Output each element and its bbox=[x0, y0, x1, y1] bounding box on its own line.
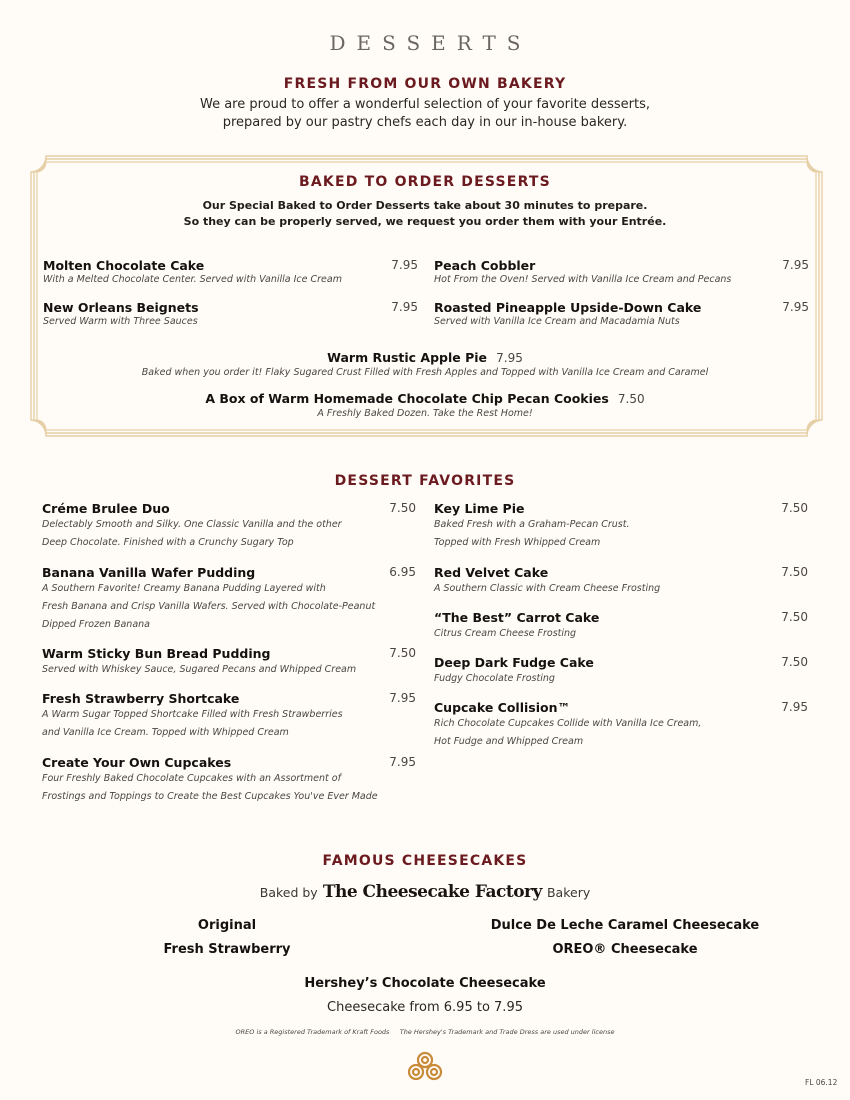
menu-item bbox=[42, 501, 416, 552]
item-name: Warm Rustic Apple Pie bbox=[327, 350, 488, 365]
note-line-1: Our Special Baked to Order Desserts take about 30 minutes to prepare. bbox=[202, 199, 648, 212]
item-description-line: Served with Whiskey Sauce, Sugared Pecans and Whipped Cream bbox=[42, 664, 357, 675]
cheesecake-item: Dulce De Leche Caramel Cheesecake bbox=[490, 918, 760, 933]
item-price: 7.95 bbox=[391, 258, 418, 272]
menu-code: FL 06.12 bbox=[805, 1078, 838, 1087]
item-description-line: A Southern Favorite! Creamy Banana Pudding Layered with bbox=[42, 583, 326, 594]
menu-item bbox=[0, 388, 850, 421]
item-name: A Box of Warm Homemade Chocolate Chip Pecan Cookies bbox=[205, 391, 609, 406]
menu-item bbox=[43, 258, 418, 287]
menu-item bbox=[434, 565, 808, 598]
item-name: Roasted Pineapple Upside-Down Cake bbox=[434, 300, 702, 315]
item-description-line: Baked Fresh with a Graham-Pecan Crust. bbox=[434, 519, 630, 530]
cheesecake-item: Fresh Strawberry bbox=[163, 942, 291, 957]
baked-to-order-notes bbox=[0, 198, 850, 230]
item-price: 7.50 bbox=[781, 610, 808, 624]
item-description-line: Four Freshly Baked Chocolate Cupcakes with an Assortment of bbox=[42, 773, 341, 784]
item-price: 6.95 bbox=[389, 565, 416, 579]
item-description-line: Hot Fudge and Whipped Cream bbox=[434, 736, 584, 747]
intro-line-2: prepared by our pastry chefs each day in our in-house bakery. bbox=[222, 115, 628, 130]
item-description-line: Frostings and Toppings to Create the Best Cupcakes You've Ever Made bbox=[42, 791, 378, 802]
item-name: Create Your Own Cupcakes bbox=[42, 755, 232, 770]
item-description-line: Rich Chocolate Cupcakes Collide with Vanilla Ice Cream, bbox=[434, 718, 702, 729]
item-name: Warm Sticky Bun Bread Pudding bbox=[42, 646, 271, 661]
item-price: 7.95 bbox=[389, 691, 416, 705]
item-price: 7.95 bbox=[782, 258, 809, 272]
menu-item bbox=[434, 610, 808, 643]
menu-item bbox=[42, 755, 416, 806]
item-description-line: Fudgy Chocolate Frosting bbox=[434, 673, 555, 684]
item-name: Banana Vanilla Wafer Pudding bbox=[42, 565, 256, 580]
item-price: 7.50 bbox=[617, 392, 645, 406]
baked-by-line bbox=[0, 882, 850, 902]
favorites-heading: DESSERT FAVORITES bbox=[334, 473, 516, 489]
item-price: 7.50 bbox=[781, 501, 808, 515]
menu-item bbox=[434, 300, 809, 329]
item-description: Served with Vanilla Ice Cream and Macadamia Nuts bbox=[434, 316, 680, 327]
item-price: 7.95 bbox=[391, 300, 418, 314]
cheesecakes-heading: FAMOUS CHEESECAKES bbox=[322, 853, 528, 869]
item-description-line: Delectably Smooth and Silky. One Classic Vanilla and the other bbox=[42, 519, 342, 530]
note-line-2: So they can be properly served, we request you order them with your Entrée. bbox=[183, 215, 667, 228]
item-price: 7.95 bbox=[496, 351, 523, 365]
intro-line-1: We are proud to offer a wonderful selection of your favorite desserts, bbox=[199, 97, 651, 112]
item-description: Baked when you order it! Flaky Sugared Crust Filled with Fresh Apples and Topped with Vanilla Ice Cream and Caramel bbox=[141, 367, 709, 378]
item-description-line: Fresh Banana and Crisp Vanilla Wafers. Served with Chocolate-Peanut bbox=[42, 601, 376, 612]
item-description-line: Deep Chocolate. Finished with a Crunchy Sugary Top bbox=[42, 537, 294, 548]
menu-item bbox=[42, 691, 416, 742]
item-price: 7.50 bbox=[389, 646, 416, 660]
item-description: A Freshly Baked Dozen. Take the Rest Home! bbox=[317, 408, 533, 419]
menu-item bbox=[434, 258, 809, 287]
item-name: Red Velvet Cake bbox=[434, 565, 549, 580]
item-name: “The Best” Carrot Cake bbox=[434, 610, 600, 625]
item-price: 7.95 bbox=[389, 755, 416, 769]
item-description-line: Dipped Frozen Banana bbox=[42, 619, 150, 630]
item-name: Peach Cobbler bbox=[434, 258, 536, 273]
item-name: Fresh Strawberry Shortcake bbox=[42, 691, 240, 706]
menu-item bbox=[0, 347, 850, 380]
item-price: 7.50 bbox=[389, 501, 416, 515]
triple-spiral-logo-icon bbox=[407, 1051, 443, 1081]
menu-item bbox=[43, 300, 418, 329]
cheesecake-price-range: Cheesecake from 6.95 to 7.95 bbox=[327, 1000, 523, 1015]
item-description: Hot From the Oven! Served with Vanilla Ice Cream and Pecans bbox=[434, 274, 732, 285]
item-description-line: and Vanilla Ice Cream. Topped with Whipped Cream bbox=[42, 727, 289, 738]
item-name: Molten Chocolate Cake bbox=[43, 258, 205, 273]
item-name: Deep Dark Fudge Cake bbox=[434, 655, 594, 670]
item-price: 7.95 bbox=[782, 300, 809, 314]
item-price: 7.50 bbox=[781, 565, 808, 579]
cheesecake-factory-logo: The Cheesecake Factory bbox=[322, 882, 542, 902]
item-description-line: Topped with Fresh Whipped Cream bbox=[434, 537, 601, 548]
intro-text bbox=[0, 96, 850, 132]
item-description: With a Melted Chocolate Center. Served with Vanilla Ice Cream bbox=[43, 274, 342, 285]
bakery-subtitle: FRESH FROM OUR OWN BAKERY bbox=[283, 76, 567, 92]
page-title: DESSERTS bbox=[329, 31, 532, 55]
cheesecake-item: Original bbox=[197, 918, 257, 933]
item-name: New Orleans Beignets bbox=[43, 300, 199, 315]
item-name: Key Lime Pie bbox=[434, 501, 525, 516]
cheesecake-item: Hershey’s Chocolate Cheesecake bbox=[304, 976, 546, 991]
item-description-line: A Warm Sugar Topped Shortcake Filled with Fresh Strawberries bbox=[42, 709, 343, 720]
cheesecake-item: OREO® Cheesecake bbox=[552, 942, 698, 957]
item-price: 7.95 bbox=[781, 700, 808, 714]
menu-item bbox=[434, 700, 808, 751]
baked-by-prefix: Baked by bbox=[259, 885, 318, 900]
menu-item bbox=[434, 655, 808, 688]
item-description: Served Warm with Three Sauces bbox=[43, 316, 198, 327]
item-description-line: A Southern Classic with Cream Cheese Frosting bbox=[434, 583, 661, 594]
item-name: Créme Brulee Duo bbox=[42, 501, 170, 516]
item-description-line: Citrus Cream Cheese Frosting bbox=[434, 628, 577, 639]
menu-item bbox=[434, 501, 808, 552]
menu-item bbox=[42, 646, 416, 679]
item-price: 7.50 bbox=[781, 655, 808, 669]
trademark-notice: OREO is a Registered Trademark of Kraft Foods The Hershey's Trademark and Trade Dress are used under license bbox=[235, 1028, 615, 1036]
baked-to-order-heading: BAKED TO ORDER DESSERTS bbox=[299, 174, 551, 190]
baked-by-suffix: Bakery bbox=[546, 885, 591, 900]
item-name: Cupcake Collision™ bbox=[434, 700, 570, 715]
menu-item bbox=[42, 565, 416, 634]
